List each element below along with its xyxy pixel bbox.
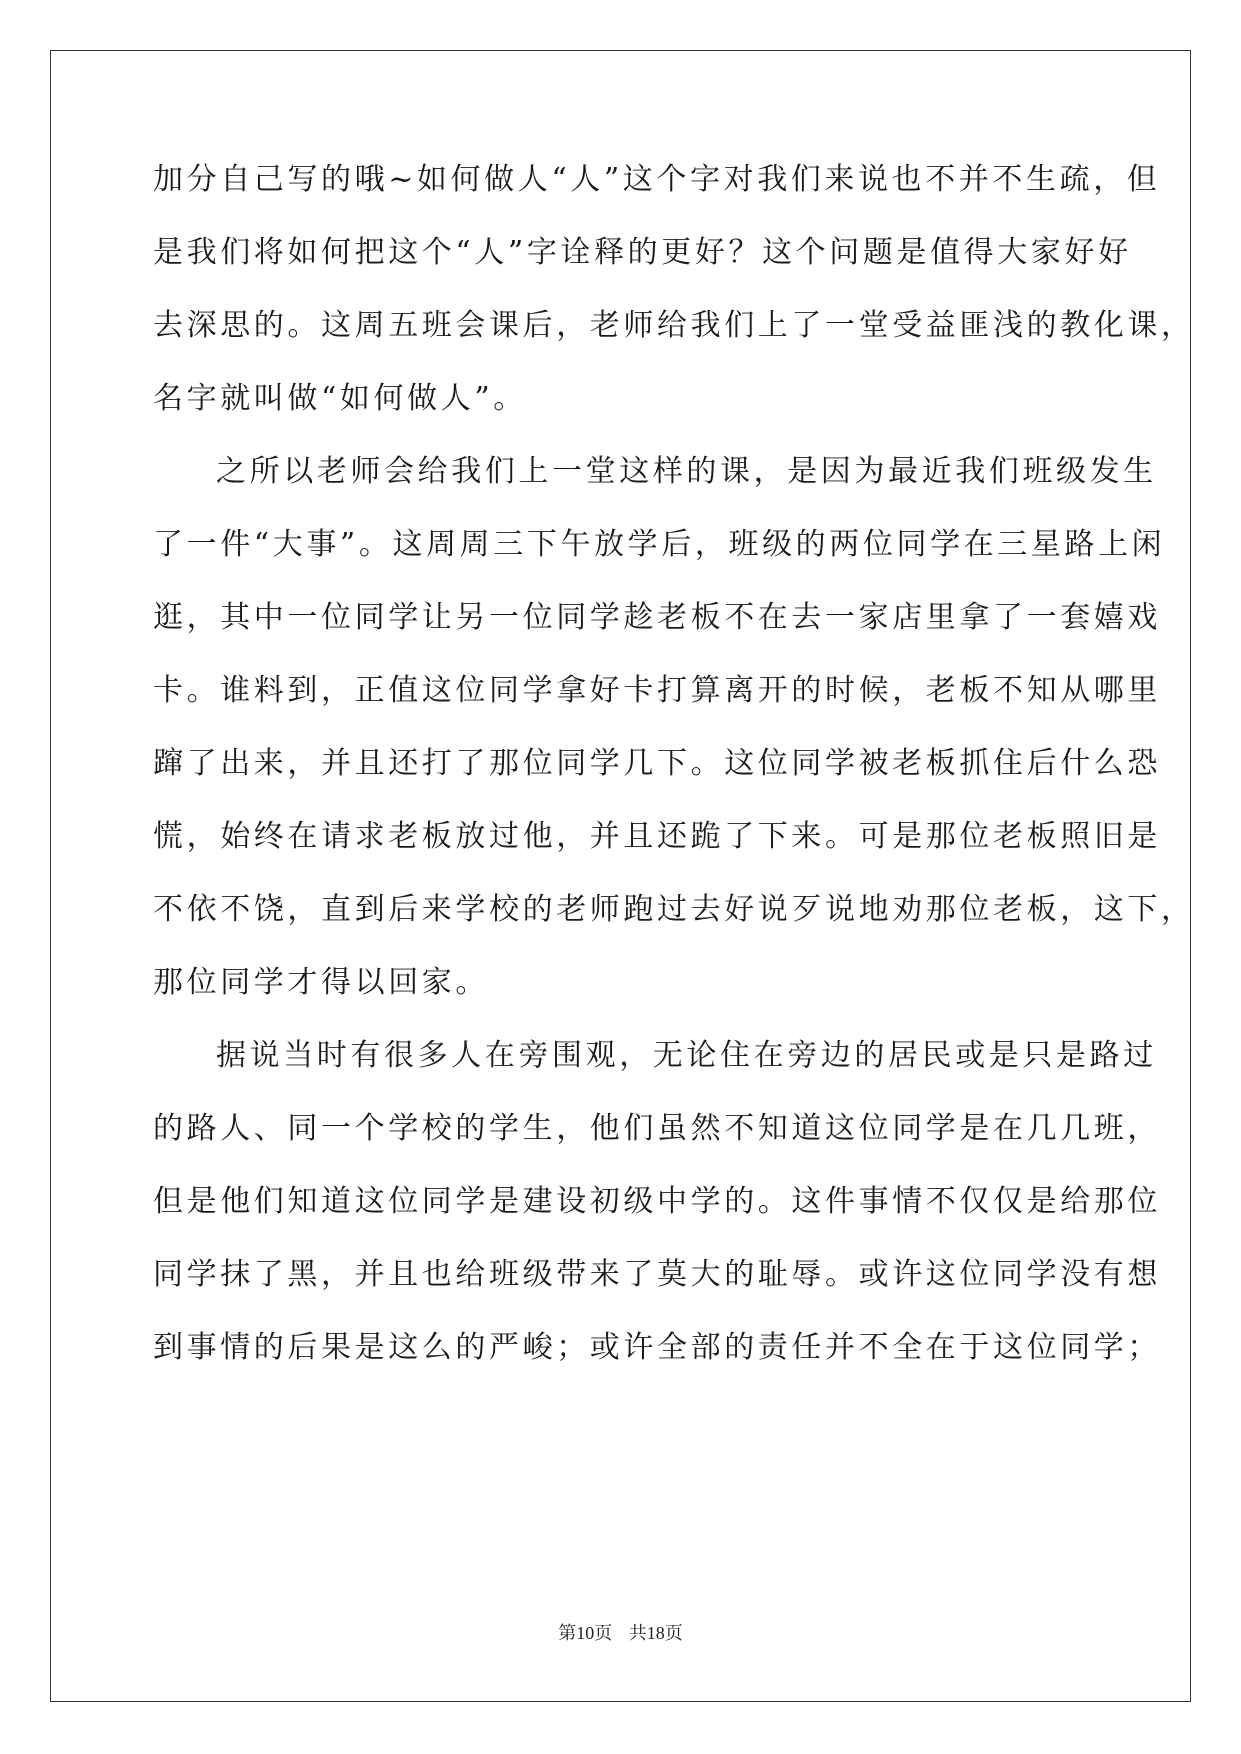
paragraph-line: 加分自己写的哦~如何做人“人”这个字对我们来说也不并不生疏，但	[153, 162, 1161, 197]
page-total: 共18页	[628, 1623, 683, 1643]
paragraph-line: 去深思的。这周五班会课后，老师给我们上了一堂受益匪浅的教化课，	[153, 308, 1195, 343]
paragraph-line: 到事情的后果是这么的严峻；或许全部的责任并不全在于这位同学；	[153, 1330, 1161, 1365]
page-footer	[0, 1621, 1241, 1645]
paragraph-line: 名字就叫做“如何做人”。	[153, 381, 527, 416]
paragraph-line: 蹿了出来，并且还打了那位同学几下。这位同学被老板抓住后什么恐	[153, 746, 1161, 781]
paragraph-line: 同学抹了黑，并且也给班级带来了莫大的耻辱。或许这位同学没有想	[153, 1257, 1161, 1292]
paragraph-line: 了一件“大事”。这周周三下午放学后，班级的两位同学在三星路上闲	[153, 527, 1166, 562]
paragraph-line: 据说当时有很多人在旁围观，无论住在旁边的居民或是只是路过	[216, 1038, 1157, 1073]
paragraph-line: 那位同学才得以回家。	[153, 965, 489, 1000]
paragraph-line: 逛，其中一位同学让另一位同学趁老板不在去一家店里拿了一套嬉戏	[153, 600, 1161, 635]
page-number: 第10页	[558, 1623, 613, 1643]
paragraph-line: 卡。谁料到，正值这位同学拿好卡打算离开的时候，老板不知从哪里	[153, 673, 1161, 708]
paragraph-line: 但是他们知道这位同学是建设初级中学的。这件事情不仅仅是给那位	[153, 1184, 1161, 1219]
paragraph-line: 之所以老师会给我们上一堂这样的课，是因为最近我们班级发生	[216, 454, 1157, 489]
page-border	[50, 50, 1191, 1702]
paragraph-line: 的路人、同一个学校的学生，他们虽然不知道这位同学是在几几班，	[153, 1111, 1161, 1146]
paragraph-line: 是我们将如何把这个“人”字诠释的更好？这个问题是值得大家好好	[153, 235, 1132, 270]
paragraph-line: 不依不饶，直到后来学校的老师跑过去好说歹说地劝那位老板，这下，	[153, 892, 1195, 927]
paragraph-line: 慌，始终在请求老板放过他，并且还跪了下来。可是那位老板照旧是	[153, 819, 1161, 854]
